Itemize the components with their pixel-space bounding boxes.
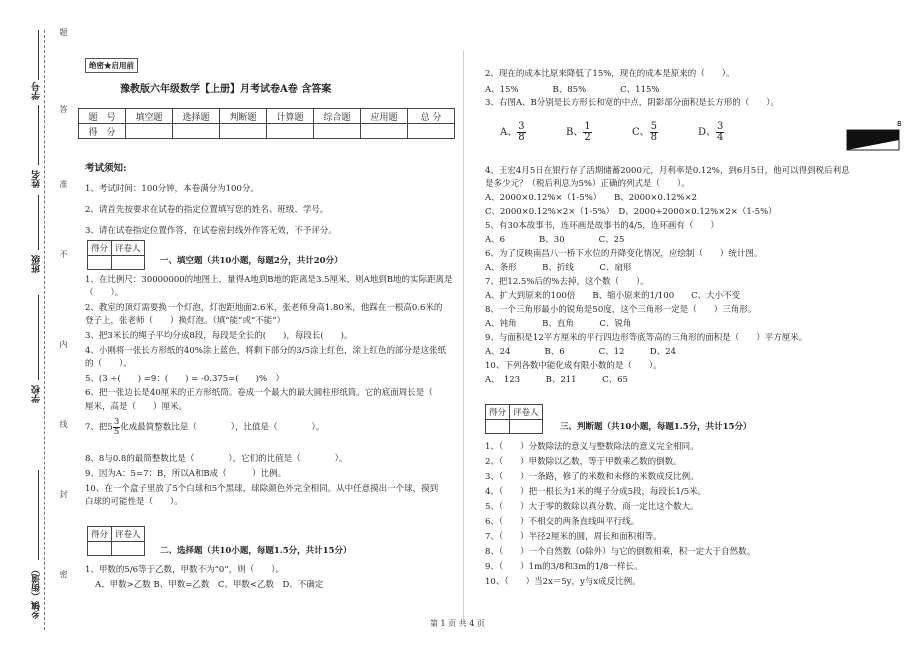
question-line: 8、一个三角形最小的锐角是50度，这个三角形一定是（ ）三角形。	[485, 305, 757, 315]
score-table-header-row	[79, 109, 455, 124]
option-fraction	[500, 122, 526, 143]
exam-title: 豫教版六年级数学【上册】月考试卷A卷 含答案	[120, 84, 332, 95]
scorebox-cell[interactable]	[88, 542, 112, 556]
township-line[interactable]	[38, 470, 39, 560]
section-scorebox	[485, 404, 543, 434]
notice-item: 3、请在试卷指定位置作答，在试卷密封线外作答无效，不予评分。	[85, 226, 337, 236]
option-frac	[716, 122, 724, 143]
question-line: 2、现在的成本比原来降低了15%，现在的成本是原来的（ ）。	[485, 69, 735, 79]
seal-char: 密	[59, 570, 68, 578]
question-line: 8、8与0.8的最简整数比是（ ），它们的比值是（ ）。	[85, 454, 348, 464]
question-line: A、钝角 B、直角 C、锐角	[485, 319, 632, 329]
score-cell: 题 号	[79, 109, 126, 124]
score-cell: 得 分	[79, 124, 126, 139]
section-heading: 一、填空题（共10小题，每题2分，共计20分）	[160, 256, 343, 266]
name-label: 姓名	[32, 170, 42, 188]
frac-numerator: 1	[584, 121, 591, 132]
scorebox-label: 评卷人	[510, 405, 543, 420]
binding-strip	[22, 20, 62, 630]
question-line: 3、把3米长的绳子平均分成8段，每段是全长的( )，每段长( )。	[85, 331, 353, 341]
score-cell: 综合题	[314, 109, 361, 124]
scorebox-cell[interactable]	[112, 256, 145, 270]
option-frac	[517, 122, 525, 143]
question-line: A、条形 B、折线 C、扇形	[485, 263, 632, 273]
question-line: （ ）。	[85, 288, 124, 298]
question-line: 9、因为A：5=7：B，所以A和B成（ ）比例。	[85, 469, 287, 479]
figure-shaded-area	[847, 130, 899, 150]
question-line: 1、（ ）分数除法的意义与整数除法的意义完全相同。	[485, 442, 699, 452]
class-line[interactable]	[38, 195, 39, 250]
question-line: 1、在比例尺：30000000的地图上，量得A地到B地的距离是3.5厘米，则A地到B地的实际距离是	[85, 275, 453, 285]
option-label: D、	[698, 127, 717, 138]
question-line: 6、为了反映南昌八一桥下水位的升降变化情况，应绘制（ ）统计图。	[485, 249, 763, 259]
scorebox-cell[interactable]	[510, 420, 543, 434]
q7-suffix: 化成最简整数比是（ ），比值是（ ）。	[120, 422, 325, 433]
seal-char: 答	[59, 105, 68, 113]
option-fraction	[632, 122, 658, 143]
notice-item: 1、考试时间：100分钟，本卷满分为100分。	[85, 184, 259, 194]
question-line: 9、（ ）1m的3/8和3m的1/8一样长。	[485, 562, 643, 572]
frac-denominator: 8	[650, 132, 658, 143]
question-line: 10、在一个盒子里放了5个白球和5个黑球，球除颜色外完全相同。从中任意摸出一个球，摸到	[85, 484, 439, 494]
score-input-cell[interactable]	[220, 124, 267, 139]
q7-prefix: 7、把	[85, 422, 108, 433]
question-line: 厘米，高是（ ）厘米。	[85, 402, 188, 412]
section-heading: 二、选择题（共10小题，每题1.5分，共计15分）	[160, 546, 352, 556]
question-line: A、甲数>乙数 B、甲数=乙数 C、甲数<乙数 D、不确定	[95, 580, 324, 590]
scorebox-cell[interactable]	[112, 542, 145, 556]
scorebox-label: 得分	[88, 241, 112, 256]
student-id-line[interactable]	[38, 30, 39, 80]
option-frac	[650, 122, 658, 143]
school-label: 学校	[32, 385, 42, 403]
seal-char: 内	[59, 340, 68, 348]
seal-char: 封	[59, 490, 68, 498]
seal-char: 题	[59, 28, 68, 36]
option-label: C、	[632, 127, 650, 138]
question-line: 8、（ ）一个自然数（0除外）与它的倒数相乘，积一定大于自然数。	[485, 547, 756, 557]
q7-numerator: 3	[113, 417, 120, 427]
figure-label-b: B	[897, 120, 902, 128]
frac-numerator: 5	[650, 121, 658, 132]
score-cell: 应用题	[361, 109, 408, 124]
question-line: 的（ ）。	[85, 359, 132, 369]
question-line: 10、（ ）当2x＝5y，y与x成反比例。	[485, 577, 641, 587]
township-label: 乡镇（街道）	[32, 565, 42, 619]
seal-char: 不	[59, 250, 68, 258]
question-line-q7	[85, 418, 324, 436]
score-input-cell[interactable]	[126, 124, 173, 139]
seal-char: 准	[59, 180, 68, 188]
option-fraction	[698, 122, 724, 143]
frac-denominator: 2	[584, 132, 591, 143]
question-line: 登子上，张老师（ ）换灯泡。（填“能”或“不能”）	[85, 316, 286, 326]
rectangle-shading-figure	[845, 118, 905, 152]
scorebox-label: 得分	[486, 405, 510, 420]
score-table-score-row	[79, 124, 455, 139]
question-line: A、6 B、30 C、25	[485, 235, 625, 245]
question-line: 5、有30本故事书，连环画是故事书的4/5，连环画有（ ）	[485, 221, 719, 231]
student-id-label: 学号	[32, 82, 42, 100]
question-line: A、15% B、85% C、115%	[485, 85, 660, 95]
score-input-cell[interactable]	[173, 124, 220, 139]
option-fraction	[566, 122, 592, 143]
scorebox-cell[interactable]	[88, 256, 112, 270]
question-line: 7、把12.5%后的%去掉，这个数（ ）。	[485, 277, 649, 287]
score-cell: 总 分	[408, 109, 455, 124]
question-line: 6、（ ）不相交的两条直线叫平行线。	[485, 517, 640, 527]
scorebox-label: 评卷人	[112, 527, 145, 542]
question-line: 5、（ ）大于零的数除以真分数，商一定比这个数大。	[485, 502, 699, 512]
option-label: A、	[500, 127, 518, 138]
score-input-cell[interactable]	[267, 124, 314, 139]
question-line: 白球的可能性是（ ）。	[85, 497, 183, 507]
score-cell: 计算题	[267, 109, 314, 124]
question-line: 4、（ ）把一根长为1米的绳子分成5段，每段长1/5米。	[485, 487, 707, 497]
q7-mixed-int: 5	[107, 422, 113, 433]
question-line: 1、甲数的5/6等于乙数，甲数不为“0”，则（ ）。	[85, 565, 284, 575]
score-input-cell[interactable]	[361, 124, 408, 139]
scorebox-cell[interactable]	[486, 420, 510, 434]
question-line: 2、教室的顶灯需要换一个灯泡，灯泡距地面2.6米，张老师身高1.80米，他踩在一根高0.6米的	[85, 303, 443, 313]
score-input-cell[interactable]	[314, 124, 361, 139]
score-cell: 选择题	[173, 109, 220, 124]
score-cell: 判断题	[220, 109, 267, 124]
question-line: 10、下列各数中能化成有限小数的是（ ）。	[485, 361, 662, 371]
option-frac	[583, 122, 591, 143]
notice-title: 考试须知:	[85, 163, 127, 174]
column-divider	[463, 50, 464, 620]
score-cell: 填空题	[126, 109, 173, 124]
school-line[interactable]	[38, 295, 39, 380]
frac-denominator: 8	[518, 132, 525, 143]
question-line: 6、把一张边长是40厘米的正方形纸筒。卷成一个最大的最大圆柱形纸筒。它的底面周长是（	[85, 388, 433, 398]
question-line: A、 123 B、211 C、65	[485, 375, 628, 385]
section-scorebox	[87, 526, 145, 556]
question-line: A、24 B、6 C、12 D、24	[485, 347, 677, 357]
scorebox-label: 得分	[88, 527, 112, 542]
question-line: 是多少元？（税后利息为5%）正确的列式是（ ）。	[485, 179, 690, 189]
class-label: 班级	[32, 255, 42, 273]
frac-numerator: 3	[518, 121, 525, 132]
question-line: 4、小刚将一张长方形纸的40%涂上蓝色，将剩下部分的3/5涂上红色，涂上红色的部分是这张纸	[85, 346, 446, 356]
seal-line	[44, 30, 45, 630]
page-footer: 第 1 页 共 4 页	[430, 619, 485, 628]
question-line: 3、（ ）一条路，修了的米数和未修的米数成反比例。	[485, 472, 699, 482]
question-line: A、2000×0.12%×（1-5%） B、2000×0.12%×2	[485, 193, 698, 203]
notice-item: 2、请首先按要求在试卷的指定位置填写您的姓名、班级、学号。	[85, 205, 329, 215]
frac-numerator: 3	[717, 121, 724, 132]
seal-char: 线	[59, 420, 68, 428]
question-line: 4、王宏4月5日在银行存了活期储蓄2000元，月利率是0.12%，到6月5日，他可以得到税后利息	[485, 166, 850, 176]
q7-denominator: 5	[113, 426, 120, 437]
scorebox-label: 评卷人	[112, 241, 145, 256]
section-heading: 三、判断题（共10小题，每题1.5分，共计15分）	[560, 422, 752, 432]
frac-denominator: 4	[717, 132, 724, 143]
score-input-cell[interactable]	[408, 124, 455, 139]
question-line: A、扩大到原来的100倍 B、缩小原来的1/100 C、大小不变	[485, 291, 741, 301]
question-line: 7、（ ）半径2厘米的圆，周长和面积相等。	[485, 532, 662, 542]
question-line: 5、(3 ÷( ) =9：( ) = -0.375=( )% ）	[85, 374, 285, 384]
section-scorebox	[87, 240, 145, 270]
question-line: 9、与面积是12平方厘米的平行四边形等底等高的三角形的面积是（ ）平方厘米。	[485, 333, 808, 343]
score-table	[78, 108, 455, 139]
question-line: 3、右图A、B分别是长方形长和宽的中点，阴影部分面积是长方形的（ ）。	[485, 98, 780, 108]
confidential-mark: 绝密★启用前	[85, 58, 138, 73]
option-label: B、	[566, 127, 584, 138]
question-line: C、2000×0.12%×2×（1-5%） D、2000+2000×0.12%×2×（1-5%）	[485, 207, 777, 217]
question-line: 2、（ ）甲数除以乙数，等于甲数乘乙数的倒数。	[485, 457, 682, 467]
name-line[interactable]	[38, 105, 39, 165]
